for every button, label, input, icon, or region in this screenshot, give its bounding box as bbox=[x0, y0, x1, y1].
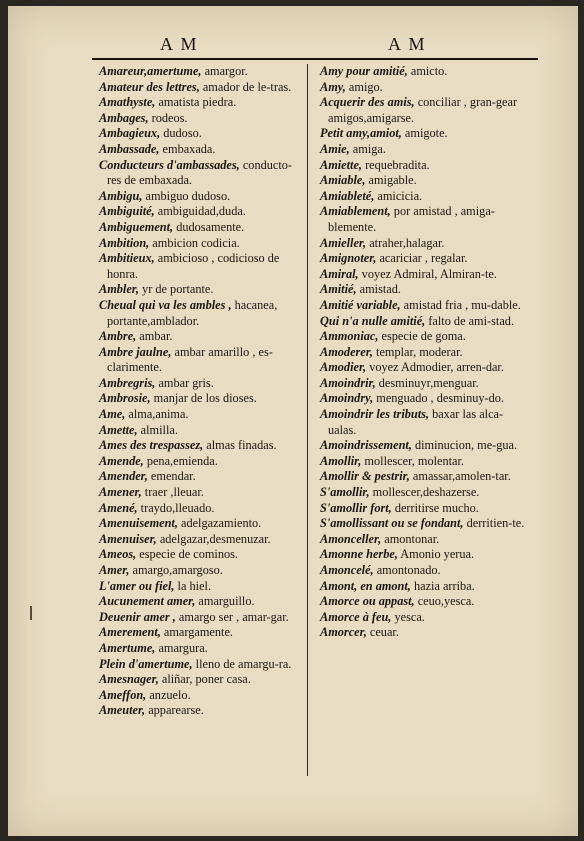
entry-definition: amargura. bbox=[155, 640, 208, 655]
entry-definition: amontonado. bbox=[373, 563, 441, 577]
entry-headword: Aucunement amer, bbox=[99, 594, 196, 609]
entry-headword: Amateur des lettres, bbox=[99, 79, 200, 94]
column-divider bbox=[307, 64, 308, 776]
dictionary-entry bbox=[320, 579, 526, 595]
entry-definition: desminuyr,menguar. bbox=[375, 375, 479, 390]
entry-headword: Ame, bbox=[99, 407, 126, 422]
dictionary-entry bbox=[320, 563, 526, 579]
entry-headword: Amollir, bbox=[320, 453, 362, 468]
entry-definition: almas finadas. bbox=[203, 438, 277, 453]
dictionary-entry bbox=[320, 95, 526, 126]
dictionary-entry bbox=[99, 641, 305, 657]
entry-headword: Plein d'amertume, bbox=[99, 656, 193, 671]
dictionary-entry bbox=[320, 485, 526, 501]
entry-headword: Amorce ou appast, bbox=[320, 594, 415, 609]
entry-definition: mollescer, molentar. bbox=[361, 453, 464, 468]
dictionary-entry bbox=[99, 657, 305, 673]
entry-definition: ambar gris. bbox=[155, 375, 214, 390]
dictionary-entry bbox=[320, 610, 526, 626]
dictionary-entry bbox=[320, 594, 526, 610]
dictionary-entry bbox=[99, 516, 305, 532]
entry-headword: Amertume, bbox=[99, 640, 156, 655]
entry-definition: manjar de los dioses. bbox=[150, 391, 257, 406]
entry-definition: acariciar , regalar. bbox=[376, 251, 468, 266]
dictionary-entry bbox=[320, 454, 526, 470]
entry-headword: Amesnager, bbox=[99, 672, 159, 687]
dictionary-entry bbox=[320, 251, 526, 267]
entry-definition: almilla. bbox=[137, 422, 178, 437]
entry-definition: amiga. bbox=[349, 141, 386, 156]
entry-headword: Amodier, bbox=[320, 360, 367, 375]
entry-definition: especie de goma. bbox=[378, 329, 466, 344]
entry-headword: Ameos, bbox=[99, 547, 137, 562]
dictionary-entry bbox=[99, 345, 305, 376]
entry-headword: Amer, bbox=[99, 563, 130, 577]
dictionary-entry bbox=[99, 625, 305, 641]
entry-definition: amigable. bbox=[365, 173, 417, 188]
dictionary-entry bbox=[320, 314, 526, 330]
entry-headword: Amoncelé, bbox=[320, 563, 374, 577]
dictionary-entry bbox=[99, 391, 305, 407]
running-header-left: A M bbox=[160, 34, 199, 54]
running-header-right: A M bbox=[388, 34, 427, 54]
entry-headword: Ambigu, bbox=[99, 188, 143, 203]
dictionary-entry bbox=[99, 80, 305, 96]
entry-headword: Ammoniac, bbox=[320, 329, 379, 344]
entry-definition: amargamente. bbox=[160, 625, 233, 640]
entry-headword: S'amollir fort, bbox=[320, 500, 392, 515]
entry-headword: Amitié variable, bbox=[320, 297, 401, 312]
entry-headword: Ambition, bbox=[99, 235, 150, 250]
dictionary-entry bbox=[99, 282, 305, 298]
entry-headword: Ameffon, bbox=[99, 687, 147, 702]
entry-definition: Amonio yerua. bbox=[397, 547, 475, 562]
entry-headword: Amy pour amitié, bbox=[320, 64, 408, 78]
dictionary-entry bbox=[99, 438, 305, 454]
entry-headword: Amende, bbox=[99, 453, 144, 468]
entry-definition: ambiguo dudoso. bbox=[142, 188, 231, 203]
entry-headword: Ambages, bbox=[99, 110, 149, 125]
dictionary-entry bbox=[320, 80, 526, 96]
entry-definition: dudoso. bbox=[160, 126, 202, 141]
entry-definition: dudosamente. bbox=[173, 219, 245, 234]
dictionary-entry bbox=[99, 423, 305, 439]
entry-definition: ambiguidad,duda. bbox=[154, 204, 246, 219]
entry-headword: Amiable, bbox=[320, 173, 366, 188]
entry-headword: S'amollir, bbox=[320, 485, 370, 500]
dictionary-entry bbox=[320, 298, 526, 314]
dictionary-entry bbox=[99, 64, 305, 80]
entry-headword: Amiableté, bbox=[320, 188, 375, 203]
entry-headword: Amignoter, bbox=[320, 251, 377, 266]
entry-headword: Amenuiser, bbox=[99, 531, 157, 546]
dictionary-entry bbox=[99, 376, 305, 392]
dictionary-entry bbox=[320, 329, 526, 345]
entry-headword: Amy, bbox=[320, 79, 346, 94]
entry-headword: Amoindry, bbox=[320, 391, 374, 406]
entry-definition: emendar. bbox=[147, 469, 196, 484]
entry-definition: pena,emienda. bbox=[143, 453, 218, 468]
entry-definition: conducto-res de embaxada. bbox=[107, 157, 293, 188]
entry-definition: ambicioso , codicioso de honra. bbox=[107, 251, 280, 281]
entry-definition: ceuo,yesca. bbox=[414, 594, 475, 609]
dictionary-entry bbox=[99, 579, 305, 595]
entry-definition: conciliar , gran-gear amigos,amigarse. bbox=[328, 95, 518, 125]
entry-definition: menguado , desminuy-do. bbox=[373, 391, 504, 406]
entry-definition: yesca. bbox=[391, 609, 425, 624]
entry-definition: embaxada. bbox=[159, 141, 216, 156]
entry-definition: ambicion codicia. bbox=[149, 235, 240, 250]
entry-definition: amigo. bbox=[345, 79, 383, 94]
dictionary-entry bbox=[99, 610, 305, 626]
dictionary-entry bbox=[99, 126, 305, 142]
dictionary-entry bbox=[99, 688, 305, 704]
entry-definition: voyez Admodier, arren-dar. bbox=[366, 360, 504, 375]
entry-definition: ambar amarillo , es-clarimente. bbox=[107, 344, 273, 375]
entry-definition: amigote. bbox=[401, 126, 448, 141]
entry-headword: Amont, en amont, bbox=[320, 578, 411, 593]
entry-definition: hazia arriba. bbox=[410, 578, 475, 593]
dictionary-entry bbox=[99, 703, 305, 719]
dictionary-entry bbox=[320, 469, 526, 485]
entry-definition: derritirse mucho. bbox=[391, 500, 479, 515]
entry-definition: amargor. bbox=[201, 64, 248, 78]
dictionary-entry bbox=[320, 438, 526, 454]
dictionary-entry bbox=[320, 360, 526, 376]
entry-definition: templar, moderar. bbox=[372, 344, 463, 359]
dictionary-entry bbox=[320, 391, 526, 407]
dictionary-entry bbox=[99, 251, 305, 282]
entry-headword: Amareur,amertume, bbox=[99, 64, 202, 78]
dictionary-entry bbox=[99, 454, 305, 470]
dictionary-entry bbox=[320, 532, 526, 548]
dictionary-entry bbox=[320, 547, 526, 563]
dictionary-entry bbox=[99, 563, 305, 579]
entry-definition: amontonar. bbox=[381, 531, 440, 546]
entry-definition: por amistad , amiga-blemente. bbox=[328, 204, 495, 234]
entry-headword: Amie, bbox=[320, 141, 350, 156]
dictionary-entry bbox=[320, 407, 526, 438]
entry-headword: Petit amy,amiot, bbox=[320, 126, 402, 141]
dictionary-entry bbox=[320, 126, 526, 142]
entry-definition: voyez Admiral, Almiran-te. bbox=[358, 266, 497, 281]
entry-definition: apparearse. bbox=[145, 703, 204, 718]
dictionary-entry bbox=[99, 672, 305, 688]
entry-definition: la hiel. bbox=[174, 578, 212, 593]
entry-headword: Amorcer, bbox=[320, 625, 367, 640]
entry-definition: amistad. bbox=[356, 282, 401, 297]
entry-headword: Ambitieux, bbox=[99, 251, 155, 266]
dictionary-entry bbox=[99, 298, 305, 329]
entry-definition: mollescer,deshazerse. bbox=[369, 485, 480, 500]
entry-headword: Amiablement, bbox=[320, 204, 391, 219]
dictionary-entry bbox=[99, 469, 305, 485]
entry-definition: baxar las alca-ualas. bbox=[328, 407, 504, 437]
entry-definition: amarguillo. bbox=[195, 594, 255, 609]
dictionary-entry bbox=[99, 142, 305, 158]
entry-headword: S'amollissant ou se fondant, bbox=[320, 516, 464, 531]
right-column bbox=[320, 64, 526, 641]
entry-headword: Ambiguité, bbox=[99, 204, 155, 219]
entry-definition: adelgazamiento. bbox=[177, 516, 262, 531]
dictionary-entry bbox=[99, 407, 305, 423]
entry-headword: Amener, bbox=[99, 485, 142, 500]
entry-definition: diminucion, me-gua. bbox=[411, 438, 518, 453]
dictionary-entry bbox=[320, 625, 526, 641]
entry-headword: Amonne herbe, bbox=[320, 547, 398, 562]
entry-headword: Amathyste, bbox=[99, 95, 156, 110]
dictionary-entry bbox=[99, 220, 305, 236]
entry-headword: Amitié, bbox=[320, 282, 357, 297]
book-page bbox=[8, 6, 578, 836]
dictionary-entry bbox=[320, 376, 526, 392]
entry-definition: hacanea, portante,amblador. bbox=[107, 297, 278, 328]
entry-definition: traer ,lleuar. bbox=[141, 485, 204, 500]
entry-headword: Amenuisement, bbox=[99, 516, 178, 531]
entry-definition: amargo,amargoso. bbox=[129, 563, 223, 577]
dictionary-entry bbox=[320, 501, 526, 517]
entry-definition: atraher,halagar. bbox=[366, 235, 445, 250]
entry-definition: ambar. bbox=[136, 329, 173, 344]
entry-definition: falto de ami-stad. bbox=[425, 313, 515, 328]
dictionary-entry bbox=[99, 95, 305, 111]
dictionary-entry bbox=[320, 158, 526, 174]
dictionary-entry bbox=[320, 142, 526, 158]
entry-definition: adelgazar,desmenuzar. bbox=[156, 531, 271, 546]
entry-headword: Ambre jaulne, bbox=[99, 344, 172, 359]
entry-headword: Amerement, bbox=[99, 625, 161, 640]
entry-definition: anzuelo. bbox=[146, 687, 191, 702]
entry-headword: Amiral, bbox=[320, 266, 359, 281]
entry-definition: lleno de amargu-ra. bbox=[192, 656, 292, 671]
left-column bbox=[99, 64, 305, 719]
dictionary-entry bbox=[99, 189, 305, 205]
dictionary-entry bbox=[320, 516, 526, 532]
entry-headword: Amender, bbox=[99, 469, 148, 484]
entry-headword: Ambre, bbox=[99, 329, 137, 344]
entry-headword: Amonceller, bbox=[320, 531, 382, 546]
entry-headword: Ambler, bbox=[99, 282, 139, 297]
entry-headword: Ambregris, bbox=[99, 375, 156, 390]
dictionary-entry bbox=[320, 204, 526, 235]
entry-headword: Ambassade, bbox=[99, 141, 160, 156]
entry-definition: ceuar. bbox=[366, 625, 399, 640]
entry-headword: Acquerir des amis, bbox=[320, 95, 415, 110]
entry-definition: aliñar, poner casa. bbox=[158, 672, 251, 687]
header-rule bbox=[92, 58, 538, 60]
margin-mark bbox=[30, 606, 32, 620]
dictionary-entry bbox=[320, 267, 526, 283]
entry-headword: L'amer ou fiel, bbox=[99, 578, 175, 593]
entry-headword: Amené, bbox=[99, 500, 138, 515]
dictionary-entry bbox=[99, 158, 305, 189]
dictionary-entry bbox=[99, 111, 305, 127]
entry-headword: Amieller, bbox=[320, 235, 367, 250]
entry-definition: requebradita. bbox=[362, 157, 430, 172]
dictionary-entry bbox=[320, 173, 526, 189]
entry-definition: especie de cominos. bbox=[136, 547, 238, 562]
dictionary-entry bbox=[99, 329, 305, 345]
entry-definition: amassar,amolen-tar. bbox=[409, 469, 511, 484]
entry-headword: Amiette, bbox=[320, 157, 363, 172]
entry-definition: amargo ser , amar-gar. bbox=[175, 609, 289, 624]
entry-headword: Qui n'a nulle amitié, bbox=[320, 313, 426, 328]
entry-headword: Amorce à feu, bbox=[320, 609, 392, 624]
entry-headword: Ambrosie, bbox=[99, 391, 151, 406]
entry-headword: Ambagieux, bbox=[99, 126, 161, 141]
entry-definition: amistad fria , mu-dable. bbox=[400, 297, 521, 312]
entry-headword: Cheual qui va les ambles , bbox=[99, 297, 232, 312]
dictionary-entry bbox=[99, 501, 305, 517]
dictionary-entry bbox=[99, 236, 305, 252]
entry-headword: Amoindrissement, bbox=[320, 438, 412, 453]
entry-definition: traydo,lleuado. bbox=[137, 500, 215, 515]
dictionary-entry bbox=[99, 204, 305, 220]
entry-headword: Amoderer, bbox=[320, 344, 373, 359]
dictionary-entry bbox=[99, 532, 305, 548]
entry-definition: amicicia. bbox=[374, 188, 423, 203]
dictionary-entry bbox=[320, 189, 526, 205]
dictionary-entry bbox=[99, 594, 305, 610]
entry-headword: Conducteurs d'ambassades, bbox=[99, 157, 240, 172]
dictionary-entry bbox=[320, 282, 526, 298]
entry-headword: Amoindrir, bbox=[320, 375, 376, 390]
entry-headword: Ameuter, bbox=[99, 703, 146, 718]
entry-headword: Amoindrir les tributs, bbox=[320, 407, 429, 422]
entry-definition: alma,anima. bbox=[125, 407, 189, 422]
entry-definition: amador de le-tras. bbox=[199, 79, 292, 94]
entry-definition: derritien-te. bbox=[463, 516, 525, 531]
entry-headword: Ames des trespassez, bbox=[99, 438, 204, 453]
entry-headword: Amollir & pestrir, bbox=[320, 469, 410, 484]
entry-definition: amicto. bbox=[407, 64, 448, 78]
entry-headword: Ambiguement, bbox=[99, 219, 174, 234]
entry-definition: rodeos. bbox=[148, 110, 188, 125]
dictionary-entry bbox=[320, 236, 526, 252]
dictionary-entry bbox=[320, 64, 526, 80]
dictionary-entry bbox=[320, 345, 526, 361]
dictionary-entry bbox=[99, 485, 305, 501]
entry-headword: Amette, bbox=[99, 422, 138, 437]
entry-definition: amatista piedra. bbox=[155, 95, 237, 110]
entry-definition: yr de portante. bbox=[138, 282, 214, 297]
entry-headword: Deuenir amer , bbox=[99, 609, 176, 624]
dictionary-entry bbox=[99, 547, 305, 563]
